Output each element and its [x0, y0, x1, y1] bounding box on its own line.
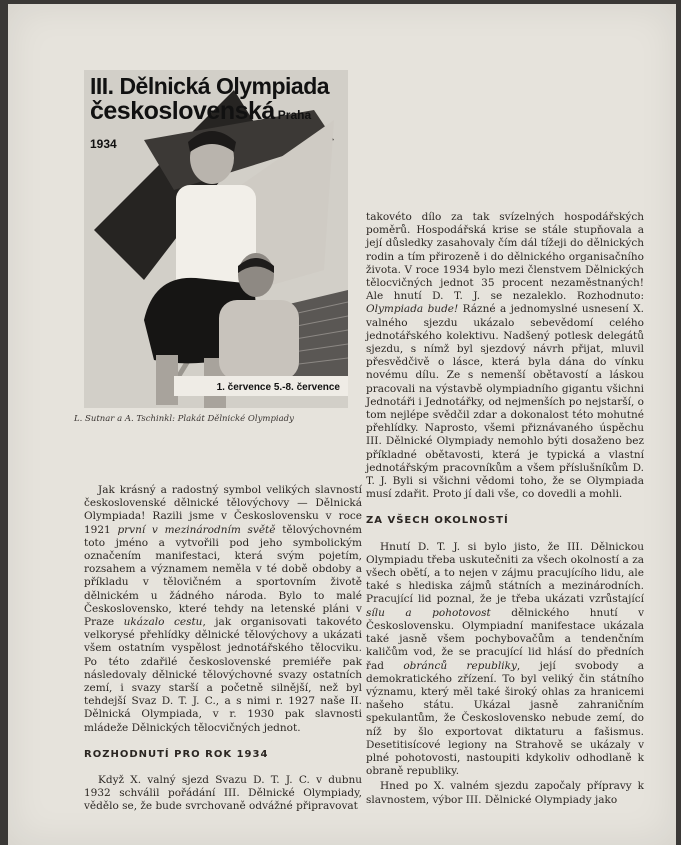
poster-title-czechoslovak: československá: [90, 97, 275, 125]
poster-title-city: Praha 1934: [90, 108, 312, 151]
left-p1-text-b: tělovýchovném toto jméno a vytvořili pod jeho symbolickým označením manifestaci, která svým pojetím, rozsahem a významem neměla v té době obdoby a příkladu v tělovičném a sportovním životě dělnickém u žádného národa. Bylo to malé Československo, které tehdy na letenské pláni v Praze: [84, 523, 362, 629]
left-p1-emphasis-1: první v mezinárodním světě: [117, 523, 276, 536]
right-p1-text-a: takovéto dílo za tak svízelných hospodářských poměrů. Hospodářská krise se stále stupňovala a její důsledky zasahovaly čím dál tížeji do dělnických rodin a tím přirozeně i do dělnického organisačního života. V roce 1934 bylo mezi členstvem Dělnických tělocvičných jednot 35 procent nezaměstnaných! Ale hnutí D. T. J. se nezaleklo. Rozhodnuto:: [366, 211, 644, 303]
left-column: [84, 484, 362, 816]
poster-dates: 1. července 5.-8. července: [216, 382, 340, 393]
section-heading-rozhodnuti: ROZHODNUTÍ PRO ROK 1934: [84, 748, 269, 760]
left-p1-emphasis-2: ukázalo cestu: [123, 616, 203, 629]
right-paragraph-3: Hned po X. valném sjezdu započaly přípravy k slavnostem, výbor III. Dělnické Olympiady jako: [366, 780, 644, 806]
left-p1-text-a: Jak krásný a radostný symbol velikých slavností československé dělnické tělovýchovy — Dělnická Olympiada! Razili jsme v Československu v roce 1921: [84, 484, 362, 536]
poster-title-line1: III. Dělnická Olympiada: [90, 73, 330, 99]
right-column: [366, 211, 644, 809]
right-p2-text-b: dělnického hnutí v Československu. Olympiadní manifestace ukázala také jasně všem pochybovačům a tendenčním kaličům vod, že se pracující lid hlásí do předních řad: [366, 606, 645, 672]
right-p2-emphasis-1: sílu a pohotovost: [366, 606, 491, 619]
left-paragraph-2: Když X. valný sjezd Svazu D. T. J. C. v dubnu 1932 schválil pořádání III. Dělnické Olympiady, vědělo se, že bude svrchovaně odvážné připravovat: [84, 774, 362, 813]
right-paragraph-2: [366, 541, 644, 779]
right-p1-emphasis: Olympiada bude!: [366, 303, 459, 316]
poster-caption: L. Sutnar a A. Tschinkl: Plakát Dělnické Olympiady: [74, 414, 294, 424]
section-heading-za-vsech-okolnosti: ZA VŠECH OKOLNOSTÍ: [366, 515, 509, 527]
right-p2-text-c: , její svobody a demokratického zřízení. To byl veliký čin státního významu, který měl také široký ohlas za hranicemi našeho státu. Ukázal jasně zahraničním spekulantům, že Československo nebude zemí, do níž by šlo exportovat diktaturu a fašismus. Desetitisícové legiony na Strahově se ukázaly v plné pohotovosti, nastoupiti kdykoliv odhodlaně k obraně republiky.: [366, 659, 644, 778]
poster-title-line2: [90, 99, 340, 157]
right-paragraph-1: [366, 211, 644, 501]
right-p1-text-b: Rázné a jednomyslné usnesení X. valného sjezdu ukázalo sebevědomí celého jednotářského kolektivu. Nadšený potlesk delegátů sjezdu, s nímž byl sjezdový návrh přijat, mluvil přesvědčivě o lásce, která byla dána do vínku novému dílu. Ze s nemenší obětavostí a láskou pracovali na výstavbě olympiadního gigantu všichni Jednotáři i Jednotářky, od nejmenších po nejstarší, o tom nejlépe svědčil zdar a dokonalost této mohutné přehlídky. Naprosto, všemi přiznávaného úspěchu III. Dělnické Olympiady nemohlo býti dosaženo bez příkladné obětavosti, která je typická a vlastní jednotářským pracovníkům a všem příslušníkům D. T. J. Byli si všichni vědomi toho, že se Olympiada musí zdařit. Proto jí dali vše, co dovedli a mohli.: [366, 303, 644, 501]
right-p2-text-a: Hnutí D. T. J. si bylo jisto, že III. Dělnickou Olympiadu třeba uskutečniti za všech okolností a za všech obětí, a to nejen v zájmu pracujícího lidu, ale také s hlediska zájmů státních a mezinárodních. Pracující lid poznal, že je třeba ukázati vzrůstající: [366, 540, 644, 606]
olympiad-poster-image: [84, 70, 348, 408]
left-paragraph-1: [84, 484, 362, 735]
document-page: [8, 4, 676, 845]
right-p2-emphasis-2: obránců republiky: [403, 659, 517, 672]
left-p1-text-c: , jak organisovati takovéto velkorysé přehlídky dělnické tělovýchovy a ukázati všem ostatním vyspělost jednotářského tělocviku. Po této zdařilé československé premiéře pak následovaly dělnické tělovýchovné svazy ostatních zemí, i svazy starší a početně silnější, než byl tehdejší Svaz D. T. J. C., a s nimi r. 1927 naše II. Dělnická Olympiada, v r. 1930 pak slavnosti mládeže Dělnických tělocvičných jednot.: [84, 616, 362, 734]
poster-title: [90, 74, 340, 157]
